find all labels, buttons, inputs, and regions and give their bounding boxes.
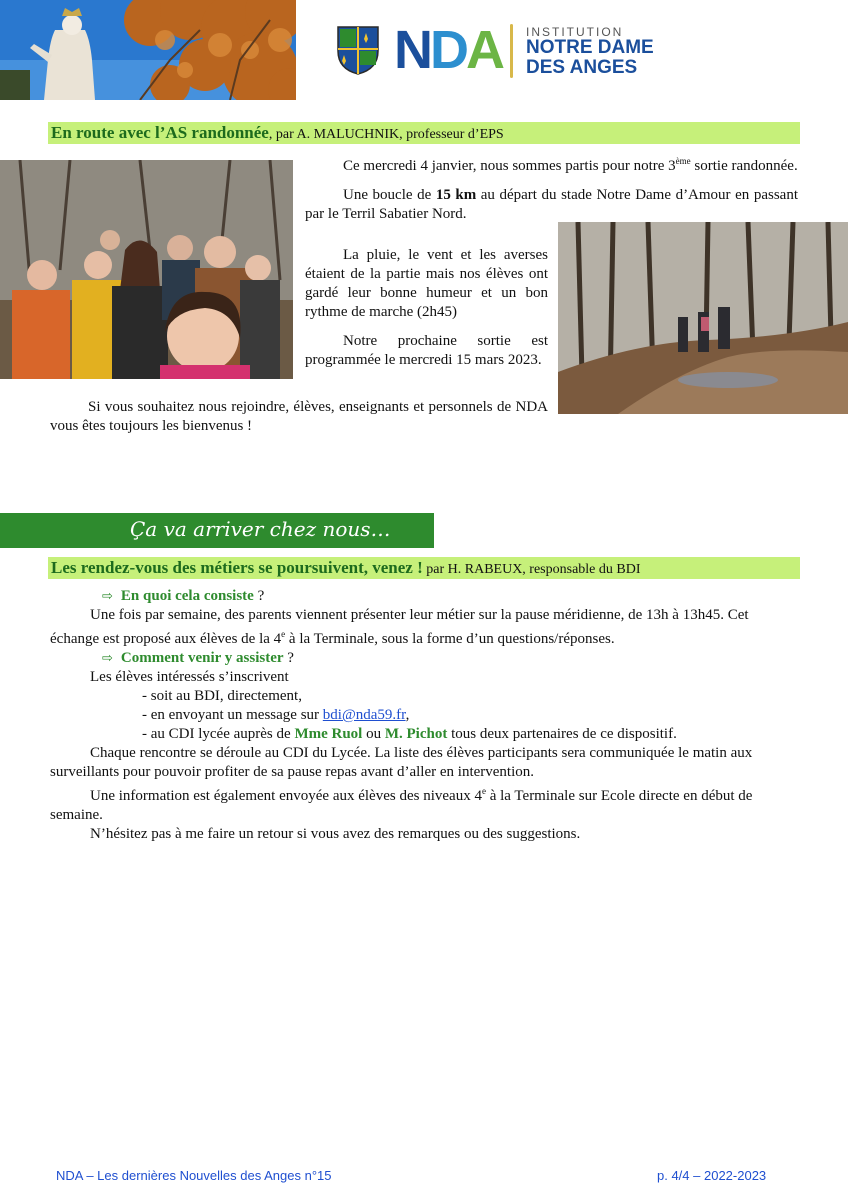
question-1 (50, 587, 800, 606)
email-link[interactable]: bdi@nda59.fr (322, 707, 406, 723)
question-2-text: Comment venir y assister (120, 650, 284, 666)
signup-option-3 (50, 725, 800, 744)
logo-letter-n: N (394, 20, 430, 80)
answer-2-intro: Les élèves intéressés s’inscrivent (90, 669, 289, 685)
answer-1 (50, 606, 800, 649)
signup-option-1: - soit au BDI, directement, (142, 688, 302, 704)
arrow-right-icon: ⇨ (102, 589, 113, 604)
info-text-b: à la Terminale sur Ecole directe en début de semaine. (50, 788, 753, 823)
signup-option-3-text-a: - au CDI lycée auprès de (142, 726, 295, 742)
signup-option-2-comma: , (405, 707, 410, 723)
article1-p1-text-a: Ce mercredi 4 janvier, nous sommes partis pour notre 3 (343, 158, 676, 174)
article1-paragraph-2 (305, 186, 798, 224)
signup-option-3-text-b: tous deux partenaires de ce dispositif. (447, 726, 677, 742)
article1-paragraph-1 (305, 152, 798, 176)
article1-byline: , par A. MALUCHNIK, professeur d’EPS (268, 127, 504, 142)
article1-distance: 15 km (435, 187, 477, 203)
logo-institution-label: INSTITUTION (526, 25, 624, 39)
info-superscript: e (481, 786, 486, 796)
forest-path-photo (558, 222, 848, 414)
cdi-paragraph: Chaque rencontre se déroule au CDI du Lycée. La liste des élèves participants sera communiquée le matin aux surveillants pour pouvoir profiter de sa pause repas avant d’aller en intervention. (50, 745, 753, 780)
arrow-right-icon: ⇨ (102, 651, 113, 666)
logo-letter-d: D (430, 20, 466, 80)
article1-intro (305, 152, 798, 224)
question-1-text: En quoi cela consiste (120, 588, 254, 604)
info-paragraph (50, 782, 800, 825)
question-2-mark: ? (283, 650, 294, 666)
nda-acronym (394, 22, 502, 78)
answer-1-text-a: Une fois par semaine, des parents viennent présenter leur métier sur la pause méridienne, de 13h à 13h45. Cet échange est proposé aux élèves de la 4 (50, 607, 749, 647)
article1-paragraph-3: La pluie, le vent et les averses étaient de la partie mais nos élèves ont gardé leur bonne humeur et un bon rythme de marche (2h45) (305, 247, 548, 320)
article2-byline: par H. RABEUX, responsable du BDI (422, 562, 641, 577)
logo-letter-a: A (466, 20, 502, 80)
answer-1-text-b: à la Terminale, sous la forme d’un questions/réponses. (285, 631, 615, 647)
signup-option-2 (50, 706, 800, 725)
article2-title: Les rendez-vous des métiers se poursuivent, venez ! (51, 558, 423, 577)
contact-name-2: M. Pichot (384, 726, 448, 742)
answer-1-superscript: e (281, 629, 286, 639)
footer-newsletter-title: NDA – Les dernières Nouvelles des Anges n°15 (56, 1168, 332, 1183)
article2-body (50, 587, 800, 844)
article1-title: En route avec l’AS randonnée (51, 123, 269, 142)
contact-name-1: Mme Ruol (294, 726, 363, 742)
statue-autumn-tree-image (0, 0, 296, 100)
forest-hikers-image (558, 222, 848, 414)
article1-title-bar (48, 122, 800, 144)
article1-paragraph-5: Si vous souhaitez nous rejoindre, élèves, enseignants et personnels de NDA vous êtes toujours les bienvenus ! (50, 399, 548, 434)
upcoming-banner-text: Ça va arriver chez nous… (130, 517, 391, 541)
article1-body-narrow (305, 246, 548, 370)
article1-p2-text-b: au départ du stade Notre Dame d’Amour en passant par le Terril Sabatier Nord. (305, 187, 798, 222)
article1-title-line (48, 122, 800, 146)
logo-name-line2: DES ANGES (526, 57, 638, 78)
article1-p2-text-a: Une boucle de (343, 187, 436, 203)
signup-option-3-or: ou (362, 726, 385, 742)
article1-paragraph-4: Notre prochaine sortie est programmée le mercredi 15 mars 2023. (305, 333, 548, 368)
signup-option-2-text: - en envoyant un message sur (142, 707, 323, 723)
logo-school-name (526, 38, 654, 78)
closing-paragraph: N’hésitez pas à me faire un retour si vous avez des remarques ou des suggestions. (90, 826, 581, 842)
nda-logo (336, 22, 676, 82)
article2-title-line (48, 557, 800, 581)
upcoming-banner (0, 513, 434, 548)
logo-divider (510, 24, 513, 78)
article2-title-bar (48, 557, 800, 579)
info-text-a: Une information est également envoyée aux élèves des niveaux 4 (90, 788, 482, 804)
group-selfie-photo (0, 160, 293, 379)
article1-closing (50, 398, 548, 436)
crest-shield-icon (336, 25, 380, 75)
question-1-mark: ? (253, 588, 265, 604)
logo-name-line1: NOTRE DAME (526, 37, 654, 58)
article1-p1-superscript: ème (675, 156, 691, 166)
hikers-group-image (0, 160, 293, 379)
header-photo-statue-trees (0, 0, 296, 100)
article1-p1-text-b: sortie randonnée. (690, 158, 798, 174)
question-2 (50, 649, 800, 668)
footer-page-number: p. 4/4 – 2022-2023 (657, 1168, 767, 1183)
